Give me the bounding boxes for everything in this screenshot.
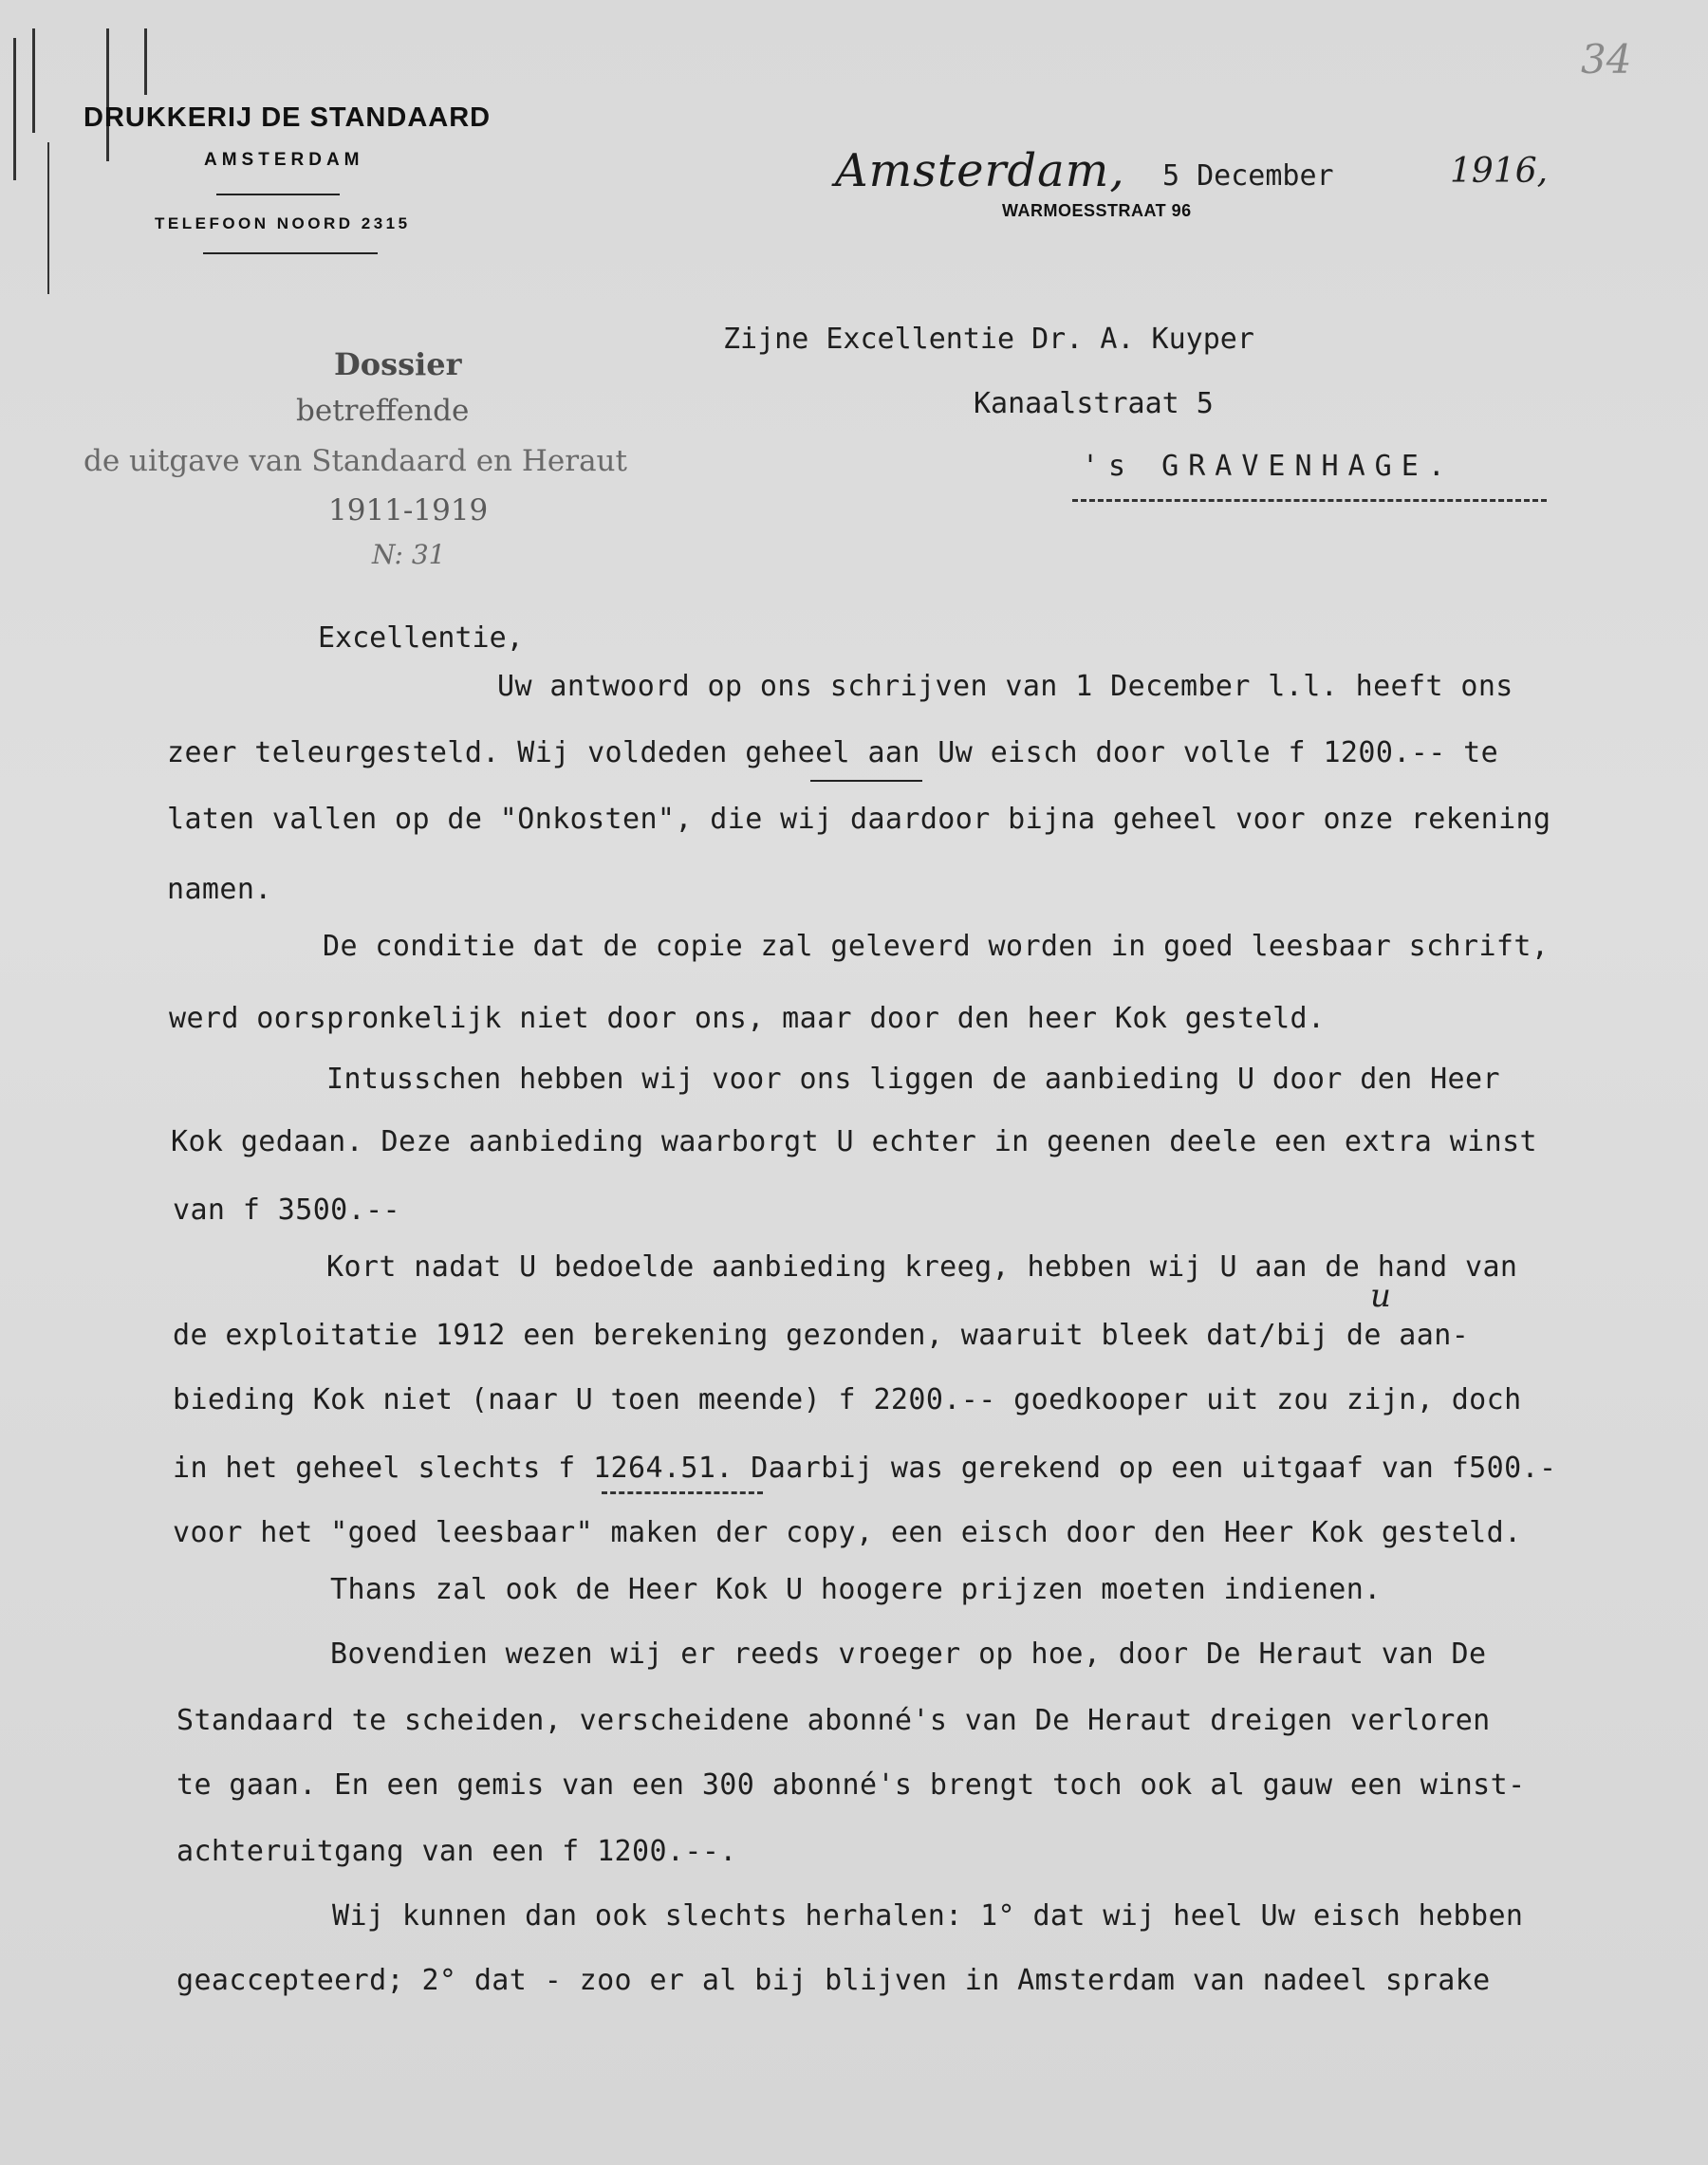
margin-mark [13,38,16,180]
stamp-years: 1911-1919 [328,493,489,527]
address-line: Zijne Excellentie Dr. A. Kuyper [723,323,1254,356]
body-line: de exploitatie 1912 een berekening gezonden, waaruit bleek dat/bij de aan- [173,1319,1470,1352]
salutation: Excellentie, [318,621,524,655]
body-line: van f 3500.-- [173,1194,400,1227]
emphasis-underline [810,780,922,782]
stamp-reference: N: 31 [372,539,446,570]
body-line: De conditie dat de copie zal geleverd worden in goed leesbaar schrift, [323,930,1550,963]
body-line: Uw antwoord op ons schrijven van 1 December l.l. heeft ons [497,670,1513,703]
body-line: te gaan. En een gemis van een 300 abonné's brengt toch ook al gauw een winst- [176,1768,1526,1802]
body-line: Kort nadat U bedoelde aanbieding kreeg, hebben wij U aan de hand van [326,1250,1518,1284]
body-line: geaccepteerd; 2° dat - zoo er al bij blijven in Amsterdam van nadeel sprake [176,1964,1491,1997]
company-phone: TELEFOON NOORD 2315 [155,214,411,232]
amount-underline [602,1491,763,1494]
stamp-title: Dossier [334,346,462,382]
body-line: Kok gedaan. Deze aanbieding waarborgt U echter in geenen deele een extra winst [171,1125,1537,1158]
body-line: voor het "goed leesbaar" maken der copy, een eisch door den Heer Kok gesteld. [173,1516,1522,1549]
body-line: bieding Kok niet (naar U toen meende) f 2200.-- goedkooper uit zou zijn, doch [173,1383,1522,1416]
body-line: Intusschen hebben wij voor ons liggen de aanbieding U door den Heer [326,1063,1500,1096]
margin-mark [47,142,49,294]
company-city: AMSTERDAM [204,150,364,170]
company-name: DRUKKERIJ DE STANDAARD [84,102,492,133]
dateline-place: Amsterdam, [835,144,1125,197]
stamp-line: betreffende [296,394,470,428]
body-line: Thans zal ook de Heer Kok U hoogere prijzen moeten indienen. [330,1573,1382,1606]
body-line: namen. [167,873,272,906]
body-line: laten vallen op de "Onkosten", die wij daardoor bijna geheel voor onze rekening [167,803,1551,836]
address-city: 's GRAVENHAGE. [1082,450,1455,483]
body-line: Bovendien wezen wij er reeds vroeger op hoe, door De Heraut van De [330,1638,1487,1671]
body-line: Standaard te scheiden, verscheidene abonné's van De Heraut dreigen verloren [176,1704,1491,1737]
dateline-date: 5 December [1162,159,1334,193]
body-line: zeer teleurgesteld. Wij voldeden geheel aan Uw eisch door volle f 1200.-- te [167,736,1499,769]
stamp-line: de uitgave van Standaard en Heraut [84,444,627,478]
margin-mark [32,28,35,133]
margin-mark [106,28,109,161]
handwritten-insertion: u [1370,1277,1391,1315]
address-underline [1072,499,1547,502]
body-line: achteruitgang van een f 1200.--. [176,1835,737,1868]
address-line: Kanaalstraat 5 [974,387,1214,420]
body-line: in het geheel slechts f 1264.51. Daarbij was gerekend op een uitgaaf van f500.- [173,1452,1557,1485]
body-line: werd oorspronkelijk niet door ons, maar door den heer Kok gesteld. [169,1002,1326,1035]
page-number: 34 [1581,36,1632,83]
margin-mark [144,28,147,95]
body-line: Wij kunnen dan ook slechts herhalen: 1° dat wij heel Uw eisch hebben [332,1899,1524,1933]
letterhead-rule [203,252,378,254]
company-street: WARMOESSTRAAT 96 [1002,201,1192,220]
dateline-year: 1916, [1450,152,1549,191]
letterhead-rule [216,194,340,195]
